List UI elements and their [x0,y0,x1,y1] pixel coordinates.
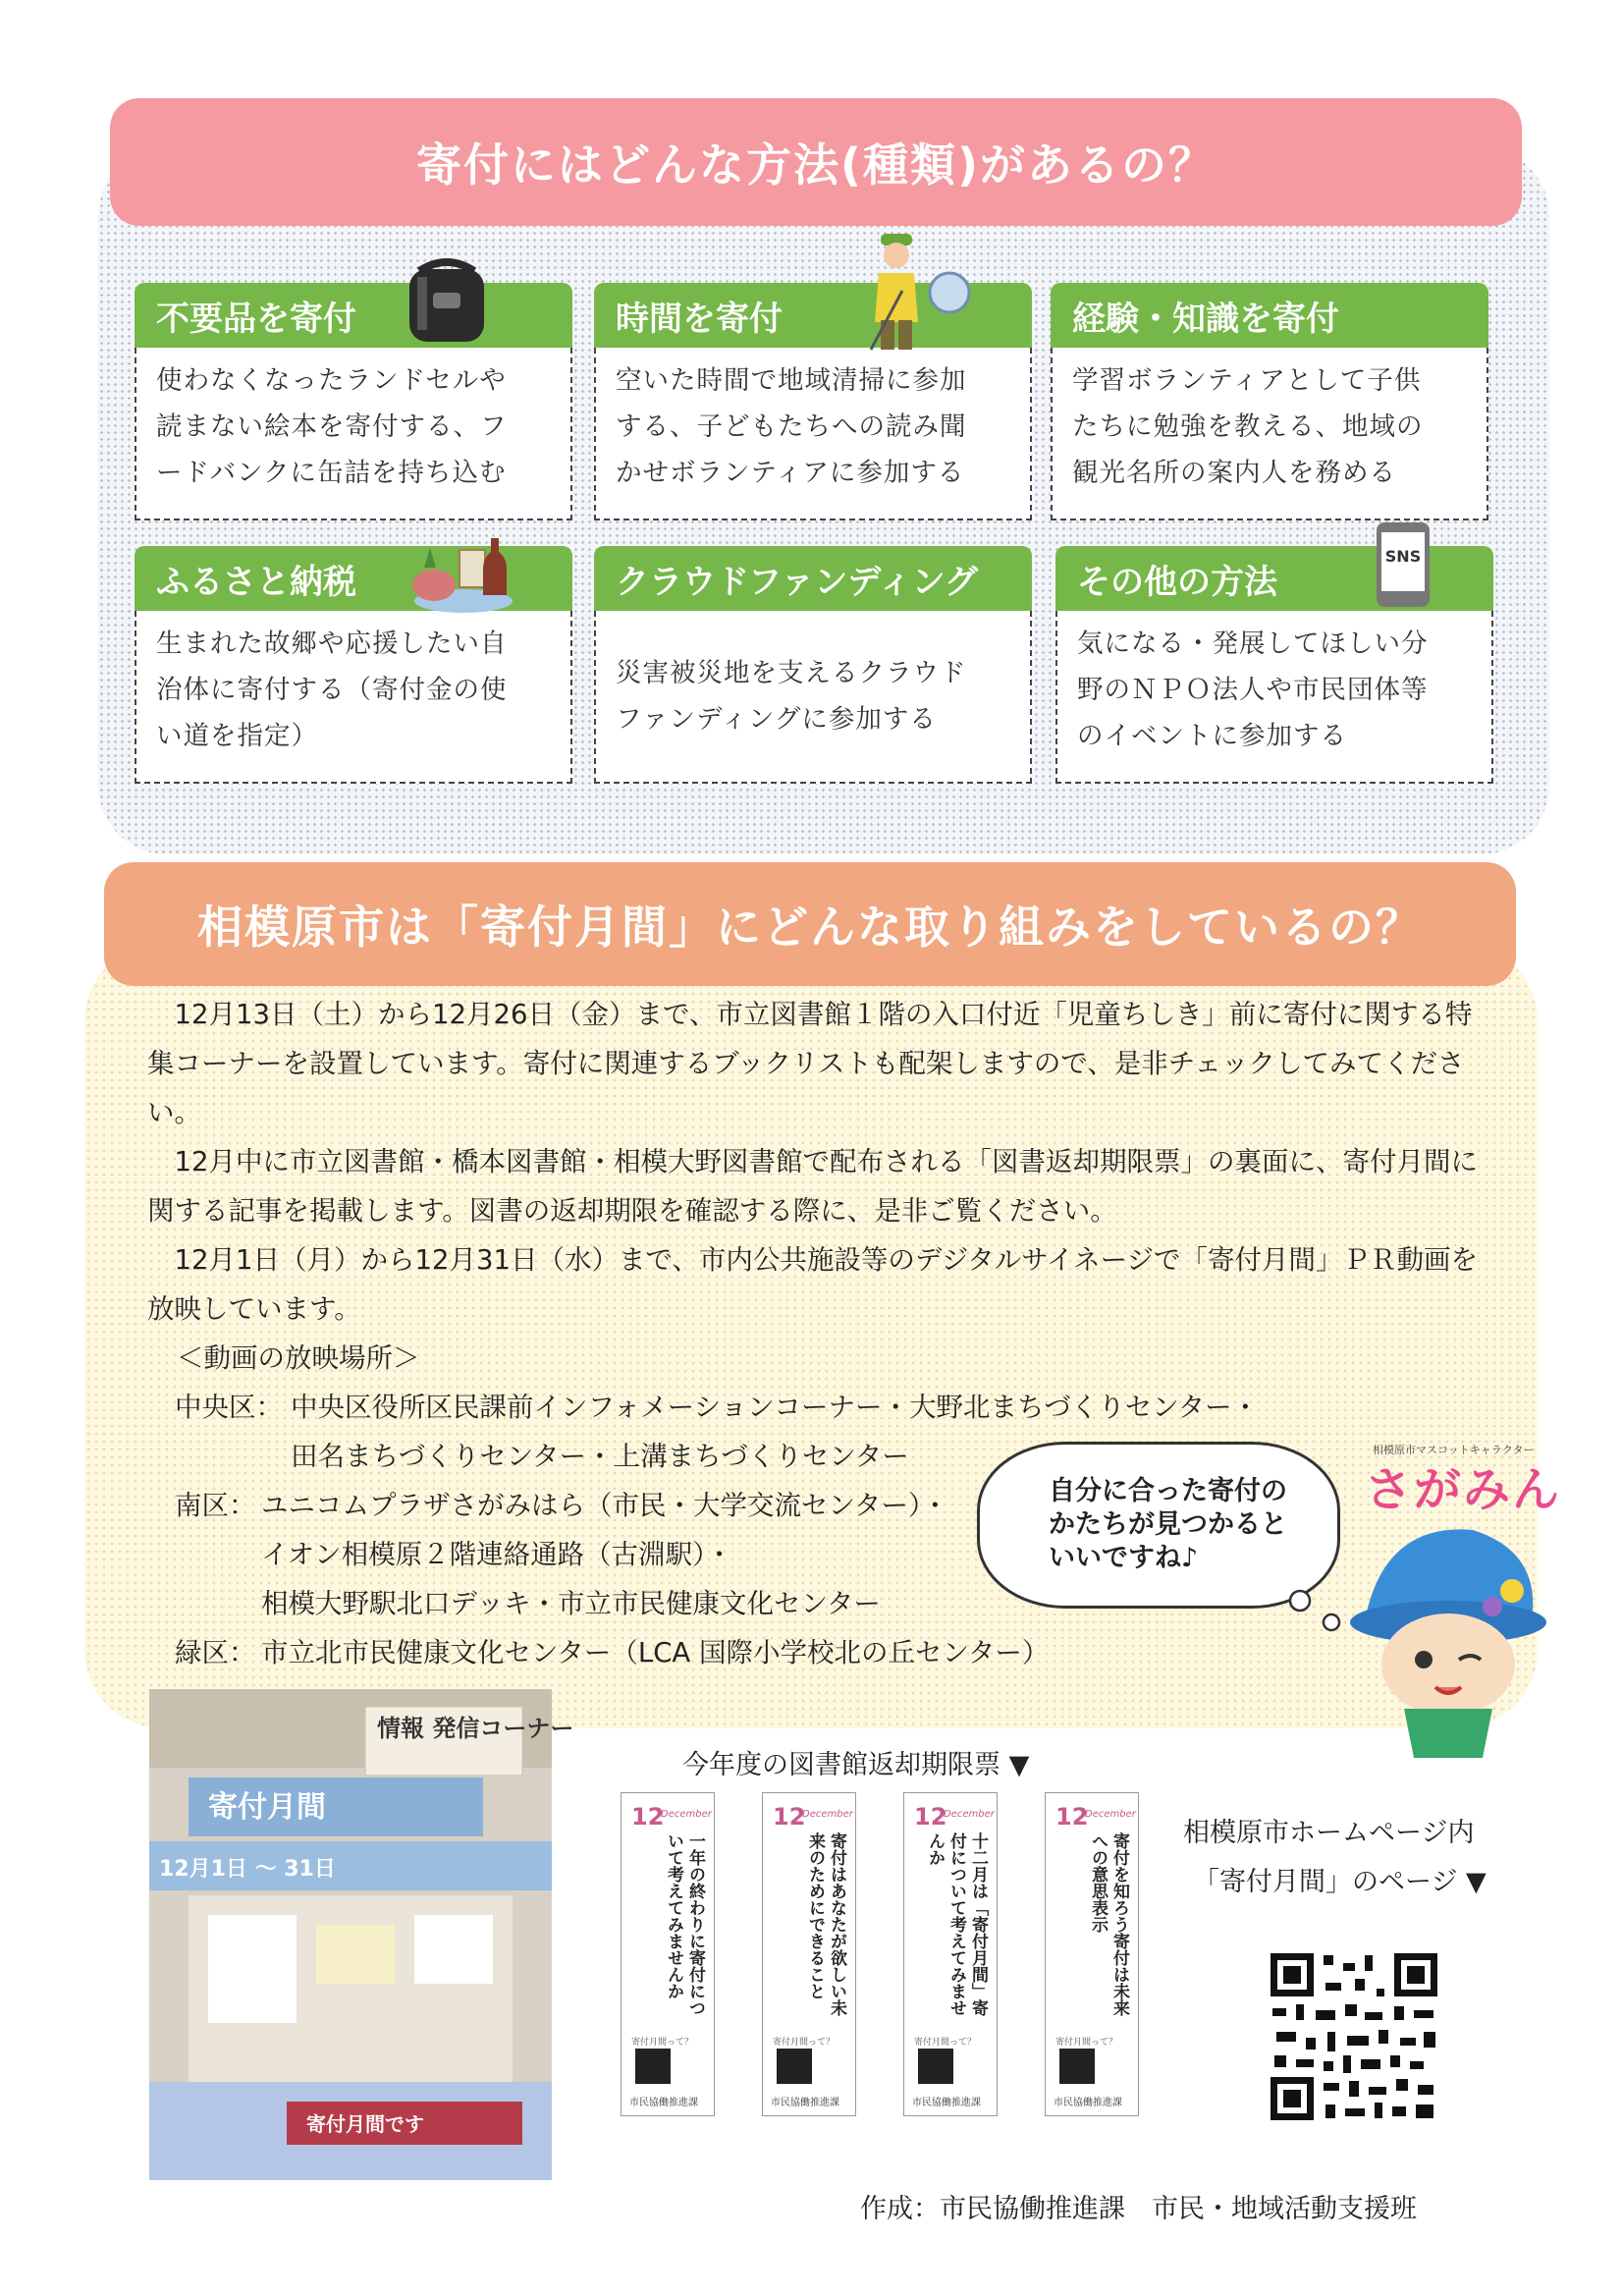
location-line: ユニコムプラザさがみはら（市民・大学交流センター）・ [261,1490,949,1521]
location-line: イオン相模原２階連絡通路（古淵駅）・ [261,1539,733,1570]
photo-sign-board: 情報 発信コーナー [377,1715,574,1742]
slip-question: 寄付月間って？ [773,2038,836,2048]
homepage-qr-code-icon[interactable] [1267,1949,1441,2124]
card-line: のイベントに参加する [1077,721,1347,751]
card-line: 生まれた故郷や応援したい自 [156,629,508,659]
slip-qr-icon [918,2049,953,2084]
card-line: ファンディングに参加する [616,704,937,735]
slip-month: 12 [631,1803,665,1831]
location-line: 市立北市民健康文化センター（LCA 国際小学校北の丘センター） [261,1637,1050,1668]
card-crowdfunding [594,546,1032,784]
card-unneeded-items [135,283,572,520]
paragraph-pr-video: 12月1日（月）から12月31日（水）まで、市内公共施設等のデジタルサイネージで「寄付月間」ＰＲ動画を放映しています。 [147,1244,1479,1325]
local-produce-icon [405,530,522,619]
district-minami: 南区： [175,1490,256,1521]
card-experience [1051,283,1488,520]
slip-text: 寄付を知ろう寄付は未来への意思表示 [1088,1832,1129,2016]
slip-month-word: December [802,1809,853,1820]
return-slip-2 [762,1792,856,2116]
card-line: 読まない絵本を寄付する、フ [156,411,508,442]
slip-text: 十二月は「寄付月間」寄付について考えてみませんか [925,1832,988,2016]
card-title: その他の方法 [1077,562,1277,602]
homepage-line: 「寄付月間」のページ ▼ [1193,1867,1487,1897]
section1-title: 寄付にはどんな方法(種類)があるの？ [415,138,1216,191]
slip-footer: 市民協働推進課 [912,2098,981,2108]
card-line: する、子どもたちへの読み聞 [616,411,967,442]
card-line: 災害被災地を支えるクラウド [616,658,967,688]
mascot-caption: 相模原市マスコットキャラクター [1373,1444,1535,1456]
slip-qr-icon [1059,2049,1095,2084]
return-slip-1 [621,1792,715,2116]
slip-text: 寄付はあなたが欲しい未来のためにできること [805,1832,846,2016]
card-title: クラウドファンディング [616,562,978,602]
locations-heading: ＜動画の放映場所＞ [177,1342,420,1374]
school-bag-icon [398,257,496,346]
slip-footer: 市民協働推進課 [1054,2098,1122,2108]
slip-month: 12 [1055,1803,1089,1831]
bubble-line: 自分に合った寄付の [1049,1476,1287,1506]
card-line: たちに勉強を教える、地域の [1072,411,1424,442]
slips-label: 今年度の図書館返却期限票 ▼ [682,1750,1030,1780]
card-line: 観光名所の案内人を務める [1072,458,1396,488]
card-title: 不要品を寄付 [156,299,356,339]
slip-footer: 市民協働推進課 [771,2098,839,2108]
card-line: かせボランティアに参加する [616,458,965,488]
location-line: 中央区役所区民課前インフォメーションコーナー・大野北まちづくりセンター・ [291,1392,1260,1423]
slip-month-word: December [944,1809,995,1820]
card-line: ードバンクに缶詰を持ち込む [156,458,507,488]
credit-line: 作成：市民協働推進課 市民・地域活動支援班 [860,2194,1417,2224]
slip-month: 12 [773,1803,806,1831]
card-title: 時間を寄付 [616,299,783,339]
location-line: 田名まちづくりセンター・上溝まちづくりセンター [291,1441,909,1472]
sns-label: SNS [1384,547,1422,566]
card-line: 治体に寄付する（寄付金の使 [156,675,508,705]
slip-question: 寄付月間って？ [914,2038,977,2048]
library-corner-photo [149,1689,574,2180]
slip-footer: 市民協働推進課 [629,2098,698,2108]
slip-qr-icon [635,2049,671,2084]
location-line: 相模大野駅北口デッキ・市立市民健康文化センター [261,1588,881,1619]
mascot-sagamin-icon [1345,1512,1551,1768]
bubble-line: かたちが見つかると [1049,1509,1287,1540]
district-chuo: 中央区： [175,1392,283,1423]
slip-month: 12 [914,1803,947,1831]
card-line: 学習ボランティアとして子供 [1072,365,1422,396]
photo-banner: 寄付月間 [208,1790,326,1825]
paragraph-return-slip: 12月中に市立図書館・橋本図書館・相模大野図書館で配布される「図書返却期限票」の裏面に、寄付月間に関する記事を掲載します。図書の返却期限を確認する際に、是非ご覧ください。 [147,1146,1478,1227]
card-title: ふるさと納税 [156,562,356,602]
mascot-name: さがみん [1365,1462,1562,1517]
volunteer-cleaning-icon [859,234,972,356]
district-midori: 緑区： [175,1637,256,1668]
smartphone-sns-icon [1375,520,1432,609]
section2-title: 相模原市は「寄付月間」にどんな取り組みをしているの？ [197,901,1423,954]
slip-question: 寄付月間って？ [631,2038,694,2048]
homepage-line: 相模原市ホームページ内 [1183,1818,1475,1848]
slip-question: 寄付月間って？ [1055,2038,1118,2048]
bubble-line: いいですね♪ [1049,1543,1199,1573]
return-slip-3 [903,1792,998,2116]
slip-month-word: December [661,1809,712,1820]
return-slip-4 [1045,1792,1139,2116]
card-title: 経験・知識を寄付 [1072,299,1339,339]
card-line: 気になる・発展してほしい分 [1077,629,1429,659]
card-line: 空いた時間で地域清掃に参加 [616,365,967,396]
photo-dates: 12月1日 ～ 31日 [159,1857,336,1882]
homepage-text [1183,1809,1487,1907]
slip-text: 一年の終わりに寄付について考えてみませんか [664,1832,705,2016]
card-line: 野のＮＰＯ法人や市民団体等 [1077,675,1429,705]
speech-bubble [977,1442,1340,1609]
card-line: い道を指定） [156,721,318,751]
slip-qr-icon [777,2049,812,2084]
section1-header [110,98,1522,226]
card-line: 使わなくなったランドセルや [156,365,507,396]
photo-table-banner: 寄付月間です [306,2112,424,2136]
paragraph-special-corner: 12月13日（土）から12月26日（金）まで、市立図書館１階の入口付近「児童ちしき」前に寄付に関する特集コーナーを設置しています。寄付に関連するブックリストも配架しますので、是非チェックしてみてください。 [147,999,1473,1128]
slip-month-word: December [1085,1809,1136,1820]
section2-header [104,862,1516,986]
